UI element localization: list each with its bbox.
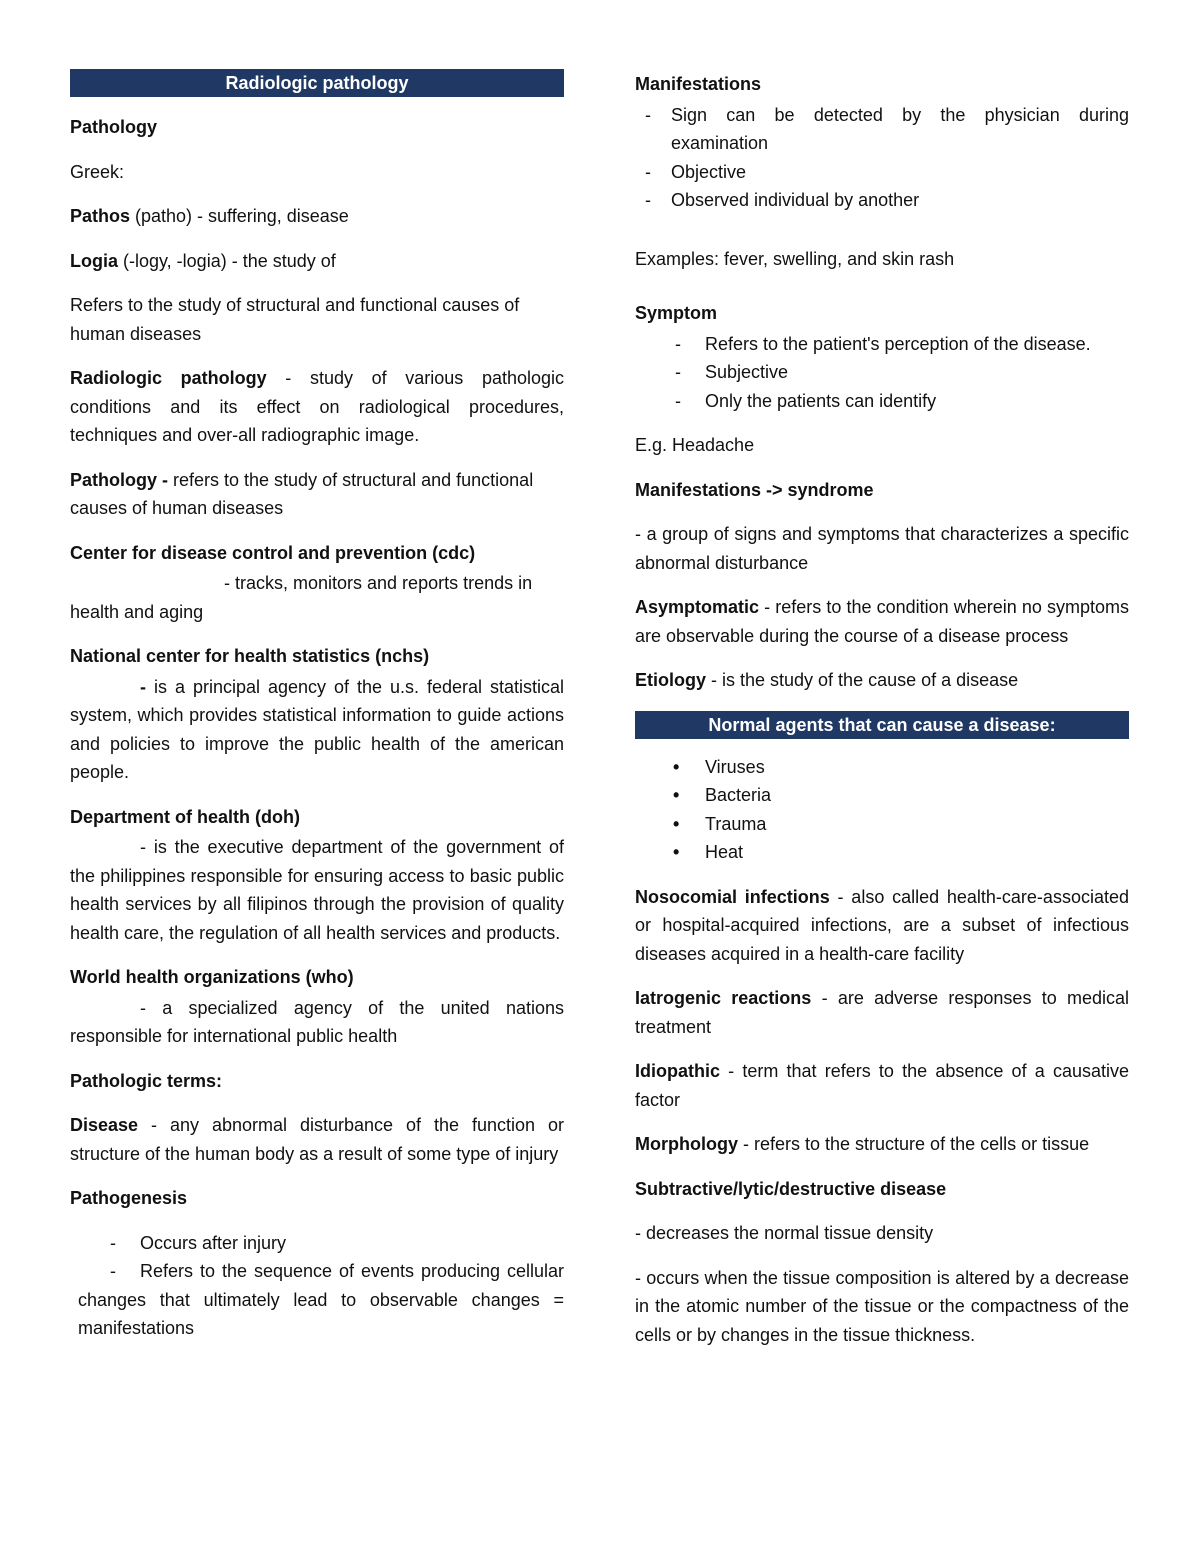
list-item: - Subjective: [635, 358, 1129, 387]
disease-term: Disease: [70, 1115, 139, 1135]
iatrogenic-definition: Iatrogenic reactions - are adverse responses to medical treatment: [635, 988, 1129, 1037]
subtractive-definition-1: - decreases the normal tissue density: [635, 1223, 934, 1243]
nchs-section: [70, 642, 564, 787]
nchs-definition: - is a principal agency of the u.s. federal statistical system, which provides statistical information to guide actions and policies to improve the public health of the american people.: [70, 676, 565, 782]
etiology-term: Etiology: [635, 670, 706, 690]
subtractive-heading: Subtractive/lytic/destructive disease: [635, 1178, 947, 1199]
list-item: - Sign can be detected by the physician during examination: [635, 101, 1129, 158]
cdc-section: [70, 539, 564, 627]
pathos-definition: Pathos (patho) - suffering, disease: [70, 206, 349, 226]
left-column: [70, 69, 564, 1343]
list-item: - Occurs after injury: [110, 1232, 287, 1253]
morphology-term: Morphology: [635, 1134, 738, 1154]
examples-text: Examples: fever, swelling, and skin rash: [635, 248, 955, 269]
list-item: - Refers to the sequence of events producing cellular changes that ultimately lead to observable changes = manifestations: [78, 1261, 564, 1338]
list-item: • Viruses: [635, 753, 1129, 782]
radiologic-term: Radiologic pathology: [70, 368, 267, 388]
pathology-heading: Pathology: [70, 117, 158, 137]
symptom-list: [635, 330, 1129, 416]
subtractive-definition-2: - occurs when the tissue composition is altered by a decrease in the atomic number of the tissue or the compactness of the cells or by changes in the tissue thickness.: [635, 1267, 1129, 1345]
title-banner: Radiologic pathology: [70, 69, 564, 97]
cdc-definition: - tracks, monitors and reports trends in health and aging: [70, 573, 533, 622]
list-item: • Trauma: [635, 810, 1129, 839]
etiology-definition: Etiology - is the study of the cause of a disease: [635, 670, 1019, 690]
nosocomial-definition: Nosocomial infections - also called health-care-associated or hospital-acquired infections, are a subset of infectious diseases acquired in a health-care facility: [635, 886, 1129, 964]
nosocomial-term: Nosocomial infections: [635, 886, 830, 907]
list-item: - Refers to the patient's perception of the disease.: [635, 330, 1129, 359]
who-definition: - a specialized agency of the united nations responsible for international public health: [70, 997, 564, 1046]
nchs-heading: National center for health statistics (nchs): [70, 646, 430, 666]
asymptomatic-term: Asymptomatic: [635, 597, 760, 617]
syndrome-heading: Manifestations -> syndrome: [635, 479, 874, 500]
morphology-definition: Morphology - refers to the structure of the cells or tissue: [635, 1134, 1090, 1154]
list-item: • Heat: [635, 838, 1129, 867]
who-heading: World health organizations (who): [70, 967, 354, 987]
agents-list: [635, 753, 1129, 867]
pathologic-terms-heading: Pathologic terms:: [70, 1070, 223, 1091]
who-section: [70, 963, 564, 1051]
logia-definition: Logia (-logy, -logia) - the study of: [70, 250, 336, 271]
list-item: - Observed individual by another: [635, 186, 1129, 215]
list-item: - Objective: [635, 158, 1129, 187]
greek-label: Greek:: [70, 161, 125, 182]
refers-text: Refers to the study of structural and functional causes of human diseases: [70, 295, 520, 344]
idiopathic-definition: Idiopathic - term that refers to the absence of a causative factor: [635, 1061, 1129, 1110]
agents-banner: Normal agents that can cause a disease:: [635, 711, 1129, 739]
iatrogenic-term: Iatrogenic reactions: [635, 988, 812, 1008]
pathos-term: Pathos: [70, 206, 131, 226]
doh-section: [70, 803, 564, 948]
logia-term: Logia: [70, 250, 118, 271]
right-column: [635, 70, 1129, 1365]
cdc-heading: Center for disease control and prevention (cdc): [70, 542, 476, 563]
manifestations-heading: Manifestations: [635, 74, 762, 94]
syndrome-definition: - a group of signs and symptoms that characterizes a specific abnormal disturbance: [635, 524, 1129, 573]
doh-definition: - is the executive department of the government of the philippines responsible for ensuring access to basic public health services by all filipinos through the provision of quality health care, the regulation of all health services and products.: [70, 837, 564, 943]
doh-heading: Department of health (doh): [70, 806, 300, 827]
list-item: - Only the patients can identify: [635, 387, 1129, 416]
symptom-heading: Symptom: [635, 303, 718, 323]
idiopathic-term: Idiopathic: [635, 1061, 720, 1081]
list-item: • Bacteria: [635, 781, 1129, 810]
pathogenesis-heading: Pathogenesis: [70, 1188, 188, 1208]
asymptomatic-definition: Asymptomatic - refers to the condition wherein no symptoms are observable during the course of a disease process: [635, 597, 1129, 646]
pathogenesis-list: [78, 1229, 564, 1343]
pathology-definition: Pathology - refers to the study of structural and functional causes of human diseases: [70, 469, 534, 518]
eg-text: E.g. Headache: [635, 435, 755, 455]
manifestations-list: [635, 101, 1129, 215]
radiologic-definition: Radiologic pathology - study of various pathologic conditions and its effect on radiological procedures, techniques and over-all radiographic image.: [70, 368, 565, 445]
pathology-term: Pathology -: [70, 469, 173, 490]
disease-definition: Disease - any abnormal disturbance of the function or structure of the human body as a result of some type of injury: [70, 1115, 564, 1164]
